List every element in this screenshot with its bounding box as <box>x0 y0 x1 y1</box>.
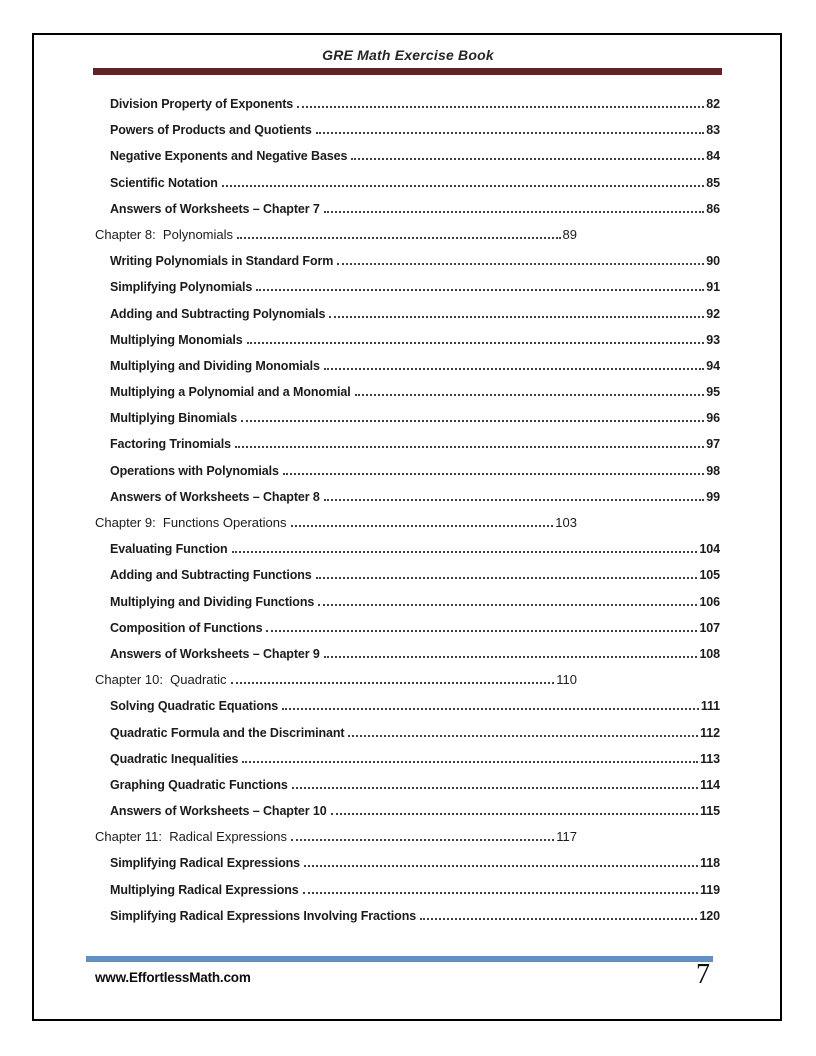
toc-entry-page: 91 <box>706 280 720 295</box>
toc-entry-page: 120 <box>699 908 720 923</box>
toc-entry[interactable] <box>95 196 720 222</box>
dot-leader <box>291 525 554 527</box>
dot-leader <box>324 211 705 213</box>
toc-entry-page: 108 <box>699 646 720 661</box>
toc-entry-page: 107 <box>699 620 720 635</box>
toc-entry-label: Multiplying and Dividing Monomials <box>110 358 320 373</box>
toc-entry-page: 105 <box>699 568 720 583</box>
toc-entry-page: 119 <box>700 882 720 897</box>
toc-entry[interactable] <box>95 91 720 117</box>
dot-leader <box>297 106 704 108</box>
toc-entry[interactable] <box>95 143 720 169</box>
dot-leader <box>237 237 561 239</box>
toc-entry-page: 118 <box>700 856 720 871</box>
toc-entry[interactable] <box>95 170 720 196</box>
table-of-contents <box>95 91 720 929</box>
toc-entry-page: 82 <box>706 97 720 111</box>
toc-entry[interactable] <box>95 850 720 876</box>
toc-entry-page: 103 <box>555 515 577 530</box>
toc-entry[interactable] <box>95 589 720 615</box>
toc-entry-label: Multiplying a Polynomial and a Monomial <box>110 385 351 400</box>
dot-leader <box>351 158 704 160</box>
header-rule <box>93 68 722 75</box>
toc-entry[interactable] <box>95 274 720 300</box>
toc-entry-page: 93 <box>706 332 720 347</box>
toc-entry[interactable] <box>95 484 720 510</box>
toc-entry-label: Adding and Subtracting Functions <box>110 568 312 583</box>
dot-leader <box>283 473 704 475</box>
toc-entry[interactable] <box>95 379 720 405</box>
toc-entry[interactable] <box>95 746 720 772</box>
toc-entry-label: Chapter 8: Polynomials <box>95 226 234 242</box>
toc-entry-page: 110 <box>556 672 577 688</box>
toc-entry-page: 115 <box>700 804 720 819</box>
dot-leader <box>324 499 705 501</box>
toc-entry-label: Division Property of Exponents <box>110 97 294 111</box>
dot-leader <box>316 577 698 579</box>
dot-leader <box>304 865 698 867</box>
toc-entry[interactable] <box>95 615 720 641</box>
dot-leader <box>282 708 699 710</box>
toc-entry-label: Powers of Products and Quotients <box>110 123 312 138</box>
toc-entry-label: Answers of Worksheets – Chapter 7 <box>110 201 320 216</box>
toc-entry-label: Multiplying Monomials <box>110 332 243 347</box>
toc-entry[interactable] <box>95 117 720 143</box>
toc-entry-page: 86 <box>706 201 720 216</box>
toc-entry-page: 89 <box>562 226 577 242</box>
toc-entry-label: Composition of Functions <box>110 620 263 635</box>
toc-entry-label: Chapter 9: Functions Operations <box>95 515 287 530</box>
toc-entry-page: 104 <box>699 542 720 557</box>
toc-entry[interactable] <box>95 824 577 850</box>
toc-entry[interactable] <box>95 510 577 536</box>
toc-entry[interactable] <box>95 222 577 248</box>
toc-entry-label: Quadratic Inequalities <box>110 751 239 766</box>
dot-leader <box>256 289 704 291</box>
toc-entry-label: Multiplying and Dividing Functions <box>110 594 315 609</box>
dot-leader <box>324 368 704 370</box>
toc-entry[interactable] <box>95 431 720 457</box>
toc-entry[interactable] <box>95 353 720 379</box>
toc-entry-page: 106 <box>699 594 720 609</box>
toc-entry[interactable] <box>95 903 720 929</box>
toc-entry-label: Writing Polynomials in Standard Form <box>110 254 334 269</box>
dot-leader <box>247 342 705 344</box>
toc-entry[interactable] <box>95 772 720 798</box>
toc-entry-label: Scientific Notation <box>110 175 218 190</box>
toc-entry-label: Negative Exponents and Negative Bases <box>110 149 348 164</box>
toc-entry-page: 112 <box>700 725 720 740</box>
dot-leader <box>242 761 698 763</box>
toc-entry-page: 111 <box>700 699 720 714</box>
dot-leader <box>337 263 704 265</box>
toc-entry-label: Chapter 11: Radical Expressions <box>95 829 287 845</box>
dot-leader <box>348 735 698 737</box>
toc-entry[interactable] <box>95 301 720 327</box>
toc-entry-page: 114 <box>700 777 720 792</box>
toc-entry-page: 96 <box>706 411 720 426</box>
toc-entry[interactable] <box>95 248 720 274</box>
toc-entry-label: Multiplying Radical Expressions <box>110 882 299 897</box>
toc-entry-label: Solving Quadratic Equations <box>110 699 279 714</box>
dot-leader <box>420 918 697 920</box>
toc-entry-page: 83 <box>706 123 720 138</box>
toc-entry[interactable] <box>95 562 720 588</box>
toc-entry[interactable] <box>95 798 720 824</box>
dot-leader <box>292 787 698 789</box>
toc-entry-page: 113 <box>700 751 720 766</box>
toc-entry-label: Operations with Polynomials <box>110 463 279 478</box>
toc-entry-label: Chapter 10: Quadratic <box>95 672 227 688</box>
toc-entry-label: Answers of Worksheets – Chapter 9 <box>110 646 320 661</box>
toc-entry-label: Simplifying Polynomials <box>110 280 253 295</box>
toc-entry[interactable] <box>95 877 720 903</box>
dot-leader <box>355 394 705 396</box>
dot-leader <box>241 420 704 422</box>
toc-entry-page: 84 <box>706 149 720 164</box>
toc-entry[interactable] <box>95 693 720 719</box>
toc-entry[interactable] <box>95 458 720 484</box>
dot-leader <box>291 839 554 841</box>
toc-entry-label: Quadratic Formula and the Discriminant <box>110 725 345 740</box>
dot-leader <box>232 551 698 553</box>
toc-entry-label: Simplifying Radical Expressions Involving Fractions <box>110 908 417 923</box>
dot-leader <box>324 656 698 658</box>
toc-entry-page: 90 <box>706 254 720 269</box>
toc-entry-page: 98 <box>706 463 720 478</box>
toc-entry-label: Multiplying Binomials <box>110 411 238 426</box>
dot-leader <box>235 446 704 448</box>
toc-entry-page: 99 <box>706 489 720 504</box>
toc-entry[interactable] <box>95 641 720 667</box>
toc-entry-page: 97 <box>706 437 720 452</box>
toc-entry-page: 85 <box>706 175 720 190</box>
toc-entry-page: 95 <box>706 385 720 400</box>
toc-entry-label: Evaluating Function <box>110 542 228 557</box>
toc-entry-label: Answers of Worksheets – Chapter 8 <box>110 489 320 504</box>
toc-entry-page: 92 <box>706 306 720 321</box>
dot-leader <box>222 185 704 187</box>
toc-entry[interactable] <box>95 327 720 353</box>
footer-site-link[interactable]: www.EffortlessMath.com <box>95 970 251 985</box>
toc-entry-label: Factoring Trinomials <box>110 437 231 452</box>
toc-entry-page: 94 <box>706 358 720 373</box>
dot-leader <box>331 813 699 815</box>
toc-entry-label: Answers of Worksheets – Chapter 10 <box>110 804 327 819</box>
dot-leader <box>318 604 697 606</box>
page-header-title: GRE Math Exercise Book <box>322 47 494 63</box>
toc-entry-label: Graphing Quadratic Functions <box>110 777 288 792</box>
dot-leader <box>316 132 705 134</box>
toc-entry[interactable] <box>95 720 720 746</box>
dot-leader <box>329 316 704 318</box>
dot-leader <box>231 682 555 684</box>
toc-entry[interactable] <box>95 536 720 562</box>
footer-page-number: 7 <box>696 959 710 990</box>
toc-entry-label: Simplifying Radical Expressions <box>110 856 301 871</box>
toc-entry[interactable] <box>95 667 577 693</box>
toc-entry-page: 117 <box>556 829 577 845</box>
toc-entry[interactable] <box>95 405 720 431</box>
toc-entry-label: Adding and Subtracting Polynomials <box>110 306 326 321</box>
dot-leader <box>303 892 699 894</box>
footer-rule <box>86 956 713 962</box>
dot-leader <box>266 630 697 632</box>
